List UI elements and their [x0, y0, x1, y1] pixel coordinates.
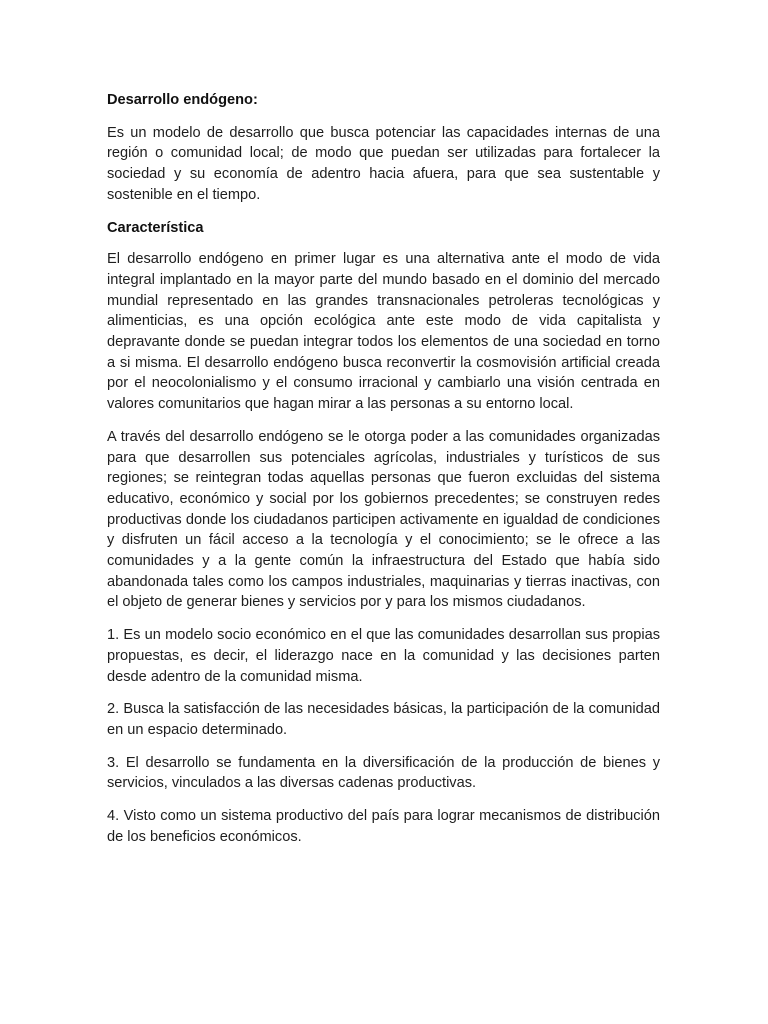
intro-paragraph: Es un modelo de desarrollo que busca potenciar las capacidades internas de una región o comunidad local; de modo que puedan ser utilizadas para fortalecer la sociedad y su economía de adentro hacia afuera, para que sea sustentable y sostenible en el tiempo.	[107, 124, 660, 203]
numbered-item: 4. Visto como un sistema productivo del país para lograr mecanismos de distribución de los beneficios económicos.	[107, 808, 660, 845]
body-paragraph: El desarrollo endógeno en primer lugar es una alternativa ante el modo de vida integral implantado en la mayor parte del mundo basado en el dominio del mercado mundial representado en las grandes transnacionales petroleras tecnológicas y alimenticias, es una opción ecológica ante este modo de vida capitalista y depravante donde se puedan integrar todos los elementos de una sociedad en torno a si misma. El desarrollo endógeno busca reconvertir la cosmovisión artificial creada por el neocolonialismo y el consumo irracional y cambiarlo una visión centrada en valores comunitarios que hagan mirar a las personas a su entorno local.	[107, 251, 660, 413]
document-body	[107, 90, 660, 860]
numbered-item: 2. Busca la satisfacción de las necesidades básicas, la participación de la comunidad en un espacio determinado.	[107, 701, 660, 738]
body-paragraph: A través del desarrollo endógeno se le otorga poder a las comunidades organizadas para que desarrollen sus potenciales agrícolas, industriales y turísticos de sus regiones; se reintegran todas aquellas personas que fueron excluidas del sistema educativo, económico y social por los gobiernos precedentes; se construyen redes productivas donde los ciudadanos participen activamente en igualdad de condiciones y disfruten un fácil acceso a la tecnología y el conocimiento; se le ofrece a las comunidades y a la gente común la infraestructura del Estado que había sido abandonada tales como los campos industriales, maquinarias y tierras inactivas, con el objeto de generar bienes y servicios por y para los mismos ciudadanos.	[107, 428, 660, 611]
numbered-item: 3. El desarrollo se fundamenta en la diversificación de la producción de bienes y servicios, vinculados a las diversas cadenas productivas.	[107, 754, 660, 792]
section-heading-desarrollo-endogeno: Desarrollo endógeno:	[107, 92, 258, 108]
section-heading-caracteristica: Característica	[107, 219, 204, 236]
numbered-item: 1. Es un modelo socio económico en el que las comunidades desarrollan sus propias propuestas, es decir, el liderazgo nace en la comunidad y las decisiones parten desde adentro de la comunidad misma.	[107, 627, 660, 685]
